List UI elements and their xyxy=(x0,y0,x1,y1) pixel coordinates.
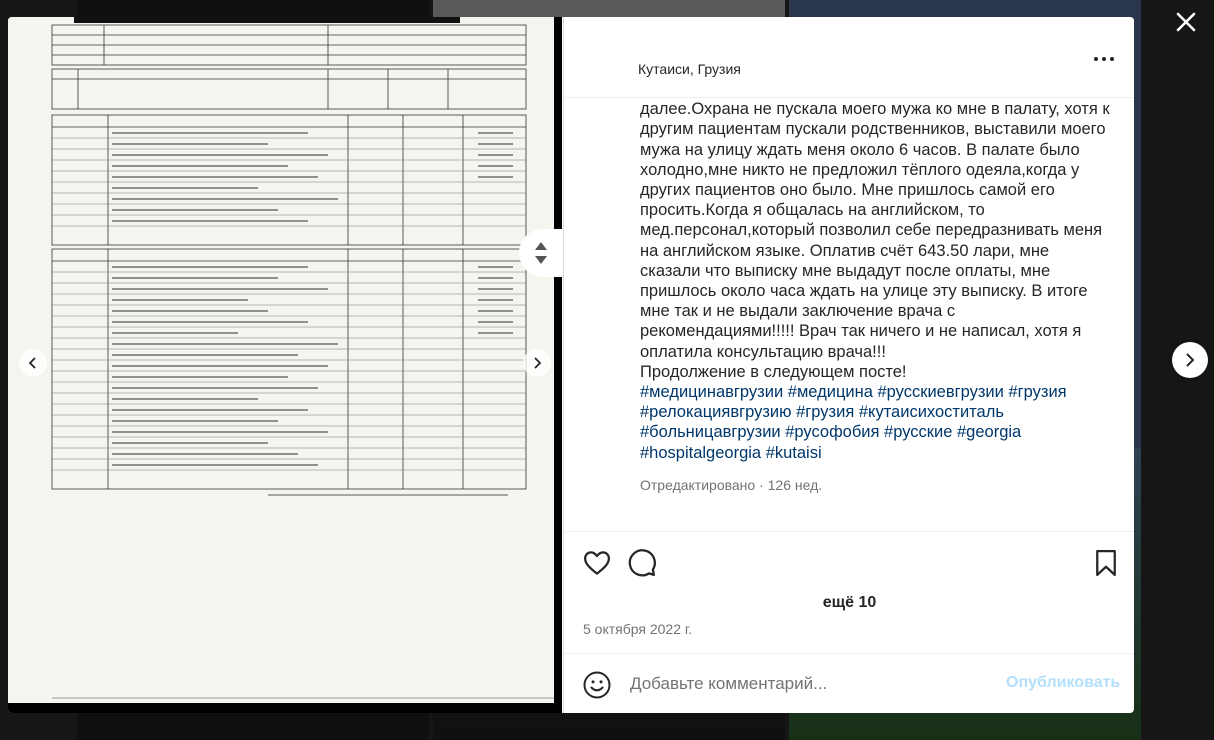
hashtag-link[interactable]: #грузия xyxy=(1008,383,1067,402)
expand-media-button[interactable] xyxy=(519,229,562,277)
heart-icon xyxy=(582,548,612,578)
chevron-left-icon xyxy=(27,357,39,369)
comment-icon xyxy=(627,548,657,578)
caption-scroll-area[interactable] xyxy=(564,73,1134,531)
hashtag-link[interactable]: #релокациявгрузию xyxy=(640,403,792,422)
chevron-right-icon xyxy=(531,357,543,369)
location-link[interactable]: Кутаиси, Грузия xyxy=(638,61,741,77)
prev-image-button[interactable] xyxy=(19,349,47,377)
hashtag-link[interactable]: #больницавгрузии xyxy=(640,423,781,442)
hashtag-link[interactable]: #русофобия xyxy=(785,423,880,442)
comment-input[interactable] xyxy=(628,670,992,698)
post-media xyxy=(8,17,562,713)
hashtag-link[interactable]: #грузия xyxy=(796,403,855,422)
expand-icon xyxy=(533,241,549,265)
action-bar xyxy=(564,531,1134,532)
close-button[interactable] xyxy=(1172,8,1200,36)
caption-text: далее.Охрана не пускала моего мужа ко мне в палату, хотя к другим пациентам пускали родственников, выставили моего мужа на улицу ждать меня около 6 часов. В палате было холодно,мне никто не предложил тёплого одеяла,когда у других пациентов оно было. Мне пришлось самой его просить.Когда я общалась на английском, то мед.персонал,который позволил себе передразнивать меня на английском языке. Оплатив счёт 643.50 лари, мне сказали что выписку мне выдадут после оплаты, мне пришлось около часа ждать на улице эту выписку. В итоге мне так и не выдали заключение врача с рекомендациями!!!!! Врач так ничего и не написал, хотя я оплатила консультацию врача!!! xyxy=(640,100,1110,361)
more-likes-button[interactable]: ещё 10 xyxy=(822,594,877,611)
close-icon xyxy=(1172,8,1200,36)
hashtag-link[interactable]: #медицинавгрузии xyxy=(640,383,784,402)
comment-button[interactable] xyxy=(627,548,657,578)
hashtag-link[interactable]: #медицина xyxy=(787,383,873,402)
emoji-icon xyxy=(582,670,612,700)
hashtag-link[interactable]: #kutaisi xyxy=(765,443,822,462)
emoji-button[interactable] xyxy=(582,670,612,700)
post-modal xyxy=(8,17,1134,713)
more-options-button[interactable] xyxy=(1092,47,1116,71)
hashtag-link[interactable]: #georgia xyxy=(957,423,1022,442)
chevron-right-icon xyxy=(1182,352,1198,368)
caption-continuation: Продолжение в следующем посте! xyxy=(640,362,907,381)
post-caption xyxy=(640,79,1110,463)
like-button[interactable] xyxy=(582,548,612,578)
save-button[interactable] xyxy=(1091,548,1121,578)
comment-form xyxy=(564,653,1134,713)
bookmark-icon xyxy=(1091,548,1121,578)
invoice-document-image xyxy=(8,17,554,703)
next-image-button[interactable] xyxy=(523,349,551,377)
hashtag-link[interactable]: #русские xyxy=(884,423,953,442)
post-date: 5 октября 2022 г. xyxy=(583,621,693,637)
post-sidebar xyxy=(563,17,1134,713)
hashtag-link[interactable]: #hospitalgeorgia xyxy=(640,443,762,462)
publish-button[interactable]: Опубликовать xyxy=(1006,674,1121,691)
hashtag-link[interactable]: #кутаисихоститаль xyxy=(858,403,1004,422)
post-header xyxy=(564,17,1134,98)
hashtag-list xyxy=(640,383,1067,462)
more-options-icon xyxy=(1092,47,1116,71)
hashtag-link[interactable]: #русскиевгрузии xyxy=(877,383,1004,402)
edited-label: Отредактировано · 126 нед. xyxy=(640,477,823,493)
next-post-button[interactable] xyxy=(1172,342,1208,378)
